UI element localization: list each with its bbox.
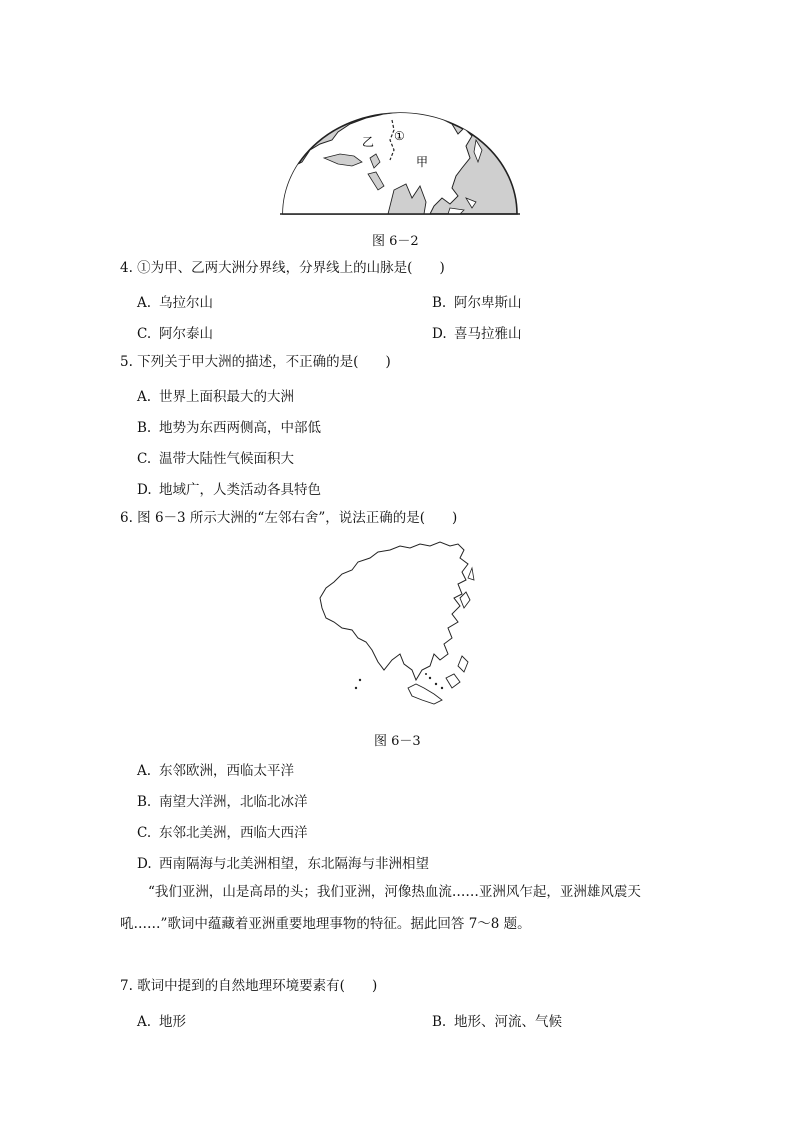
hemisphere-map (280, 110, 520, 220)
label-yi: 乙 (362, 135, 375, 149)
q5-stem: 5. 下列关于甲大洲的描述，不正确的是( ) (120, 354, 391, 370)
q4-stem: 4. ①为甲、乙两大洲分界线，分界线上的山脉是( ) (120, 260, 445, 276)
q5-option-a: A. 世界上面积最大的大洲 (137, 389, 294, 405)
label-jia: 甲 (416, 155, 429, 169)
label-circle-1: ① (394, 129, 405, 143)
q4-option-c: C. 阿尔泰山 (137, 326, 213, 342)
q5-option-d: D. 地域广，人类活动各具特色 (137, 482, 321, 498)
figure-6-3 (312, 538, 482, 718)
q7-stem: 7. 歌词中提到的自然地理环境要素有( ) (120, 978, 378, 994)
q7-option-a: A. 地形 (137, 1014, 186, 1030)
q5-option-c: C. 温带大陆性气候面积大 (137, 451, 294, 467)
q4-option-a: A. 乌拉尔山 (137, 295, 213, 311)
q6-option-d: D. 西南隔海与北美洲相望，东北隔海与非洲相望 (137, 856, 429, 872)
asia-outline-map (312, 538, 482, 718)
q4-option-b: B. 阿尔卑斯山 (432, 295, 522, 311)
q6-option-a: A. 东邻欧洲，西临太平洋 (137, 763, 294, 779)
figure-6-2-caption: 图 6－2 (372, 234, 419, 249)
figure-6-3-caption: 图 6－3 (374, 734, 421, 749)
passage-line-1: “我们亚洲，山是高昂的头；我们亚洲，河像热血流……亚洲风乍起，亚洲雄风震天 (148, 884, 641, 900)
q6-option-c: C. 东邻北美洲，西临大西洋 (137, 825, 308, 841)
q6-option-b: B. 南望大洋洲，北临北冰洋 (137, 794, 308, 810)
passage-line-2: 吼……”歌词中蕴藏着亚洲重要地理事物的特征。据此回答 7～8 题。 (120, 916, 531, 932)
q6-stem: 6. 图 6－3 所示大洲的“左邻右舍”，说法正确的是( ) (120, 510, 458, 526)
q4-option-d: D. 喜马拉雅山 (432, 326, 522, 342)
q5-option-b: B. 地势为东西两侧高，中部低 (137, 420, 321, 436)
q7-option-b: B. 地形、河流、气候 (432, 1014, 562, 1030)
figure-6-2 (280, 110, 520, 220)
